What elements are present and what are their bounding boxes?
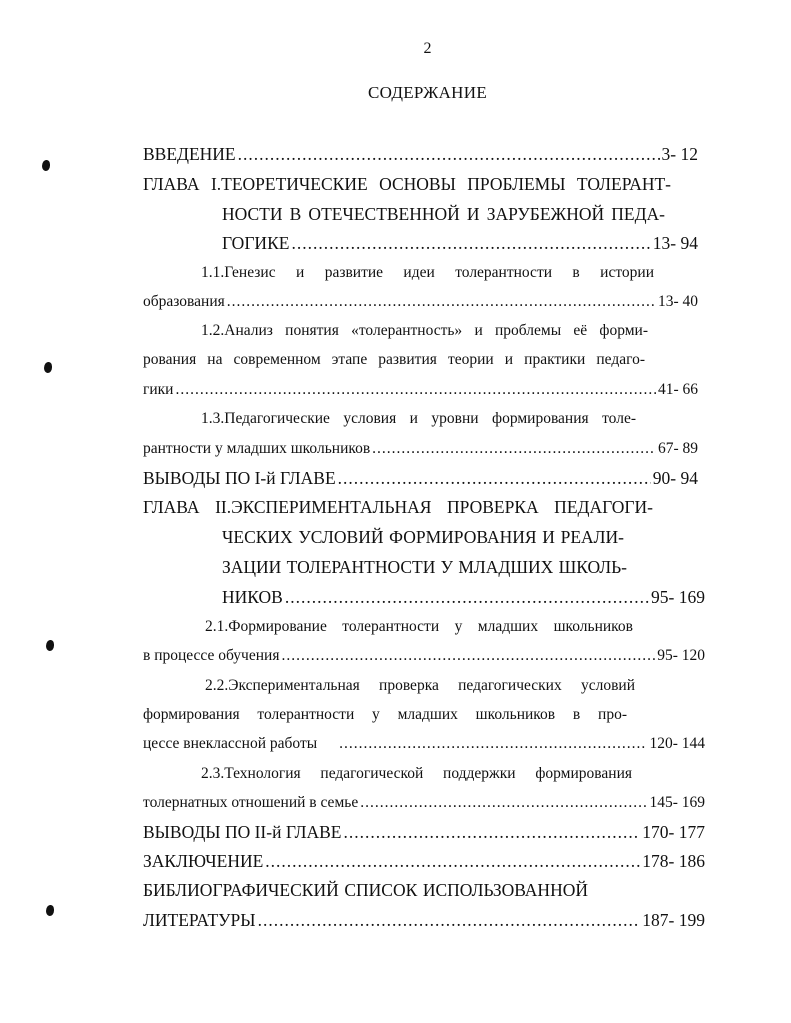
page-number: 2 xyxy=(423,40,432,57)
leader-dots xyxy=(338,465,651,491)
binding-hole-mark xyxy=(44,362,52,373)
leader-dots xyxy=(372,436,656,462)
toc-entry-introduction[interactable] xyxy=(143,141,698,167)
toc-entry-text: НИКОВ xyxy=(222,587,283,607)
toc-entry-text: ГОГИКЕ xyxy=(222,233,290,253)
toc-section-1-2-line-1[interactable]: 1.2.Анализ понятия «толерантность» и проблемы её форми- xyxy=(201,322,648,339)
toc-entry-text: ВЫВОДЫ ПО II-й ГЛАВЕ xyxy=(143,822,342,842)
toc-section-1-3-line-1[interactable]: 1.3.Педагогические условия и уровни формирования толе- xyxy=(201,410,636,427)
toc-page-range: 90- 94 xyxy=(652,468,698,488)
toc-entry-conclusion[interactable] xyxy=(143,848,705,874)
leader-dots xyxy=(258,907,641,933)
toc-entry-text: образования xyxy=(143,293,225,310)
toc-section-2-3-line-1[interactable]: 2.3.Технология педагогической поддержки формирования xyxy=(201,765,632,782)
toc-chapter-2-line-1[interactable]: ГЛАВА II.ЭКСПЕРИМЕНТАЛЬНАЯ ПРОВЕРКА ПЕДАГОГИ- xyxy=(143,497,653,517)
toc-page-range: 95- 120 xyxy=(657,647,705,664)
toc-entry-text: ЗАКЛЮЧЕНИЕ xyxy=(143,851,264,871)
toc-entry-chapter-2[interactable] xyxy=(222,584,705,610)
leader-dots xyxy=(281,643,655,669)
toc-page-range: 13- 94 xyxy=(652,233,698,253)
toc-section-1-2-line-2[interactable]: рования на современном этапе развития теории и практики педаго- xyxy=(143,351,645,368)
leader-dots xyxy=(344,819,641,845)
toc-entry-section-1-3[interactable] xyxy=(143,436,698,462)
toc-bibliography-line-1[interactable]: БИБЛИОГРАФИЧЕСКИЙ СПИСОК ИСПОЛЬЗОВАННОЙ xyxy=(143,880,588,900)
toc-page-range: 95- 169 xyxy=(651,587,705,607)
toc-page-range: 41- 66 xyxy=(657,381,698,398)
toc-entry-text: ВЫВОДЫ ПО I-й ГЛАВЕ xyxy=(143,468,336,488)
toc-section-2-2-line-1[interactable]: 2.2.Экспериментальная проверка педагогических условий xyxy=(205,677,635,694)
toc-section-2-1-line-1[interactable]: 2.1.Формирование толерантности у младших школьников xyxy=(205,618,633,635)
leader-dots xyxy=(238,141,660,167)
toc-chapter-2-line-3[interactable]: ЗАЦИИ ТОЛЕРАНТНОСТИ У МЛАДШИХ ШКОЛЬ- xyxy=(222,557,627,577)
toc-page-range: 145- 169 xyxy=(649,794,705,811)
toc-entry-section-2-1[interactable] xyxy=(143,643,705,669)
toc-entry-text: толернатных отношений в семье xyxy=(143,794,359,811)
toc-page-range: 170- 177 xyxy=(642,822,705,842)
binding-hole-mark xyxy=(46,640,54,651)
toc-entry-text: ВВЕДЕНИЕ xyxy=(143,144,236,164)
toc-page-range: 178- 186 xyxy=(642,851,705,871)
toc-entry-bibliography[interactable] xyxy=(143,907,705,933)
leader-dots xyxy=(285,584,649,610)
toc-entry-section-1-1[interactable] xyxy=(143,289,698,315)
toc-chapter-1-line-1[interactable]: ГЛАВА I.ТЕОРЕТИЧЕСКИЕ ОСНОВЫ ПРОБЛЕМЫ ТОЛЕРАНТ- xyxy=(143,174,671,194)
binding-hole-mark xyxy=(46,905,54,916)
toc-page-range: 120- 144 xyxy=(649,735,705,752)
toc-chapter-1-line-2[interactable]: НОСТИ В ОТЕЧЕСТВЕННОЙ И ЗАРУБЕЖНОЙ ПЕДА- xyxy=(222,204,665,224)
toc-section-1-1-line-1[interactable]: 1.1.Генезис и развитие идеи толерантности в истории xyxy=(201,264,654,281)
toc-page-range: 3- 12 xyxy=(661,144,698,164)
toc-entry-section-2-3[interactable] xyxy=(143,790,705,816)
toc-page-range: 67- 89 xyxy=(657,440,698,457)
toc-entry-chapter-1-conclusions[interactable] xyxy=(143,465,698,491)
toc-page-range: 13- 40 xyxy=(657,293,698,310)
toc-entry-text: в процессе обучения xyxy=(143,647,280,664)
leader-dots xyxy=(360,790,647,816)
toc-entry-text: цессе внеклассной работы xyxy=(143,735,318,752)
toc-entry-section-2-2[interactable] xyxy=(143,731,705,757)
toc-entry-chapter-1[interactable] xyxy=(222,230,698,256)
toc-entry-text: ЛИТЕРАТУРЫ xyxy=(143,910,256,930)
binding-hole-mark xyxy=(42,160,50,171)
leader-dots xyxy=(175,377,655,403)
toc-page-range: 187- 199 xyxy=(642,910,705,930)
toc-entry-chapter-2-conclusions[interactable] xyxy=(143,819,705,845)
page-title: СОДЕРЖАНИЕ xyxy=(367,83,488,102)
leader-dots xyxy=(265,848,640,874)
leader-dots xyxy=(339,731,647,757)
toc-entry-section-1-2[interactable] xyxy=(143,377,698,403)
toc-chapter-2-line-2[interactable]: ЧЕСКИХ УСЛОВИЙ ФОРМИРОВАНИЯ И РЕАЛИ- xyxy=(222,527,624,547)
toc-entry-text: гики xyxy=(143,381,174,398)
toc-section-2-2-line-2[interactable]: формирования толерантности у младших школьников в про- xyxy=(143,706,627,723)
leader-dots xyxy=(227,289,656,315)
toc-entry-text: рантности у младших школьников xyxy=(143,440,371,457)
leader-dots xyxy=(291,230,650,256)
